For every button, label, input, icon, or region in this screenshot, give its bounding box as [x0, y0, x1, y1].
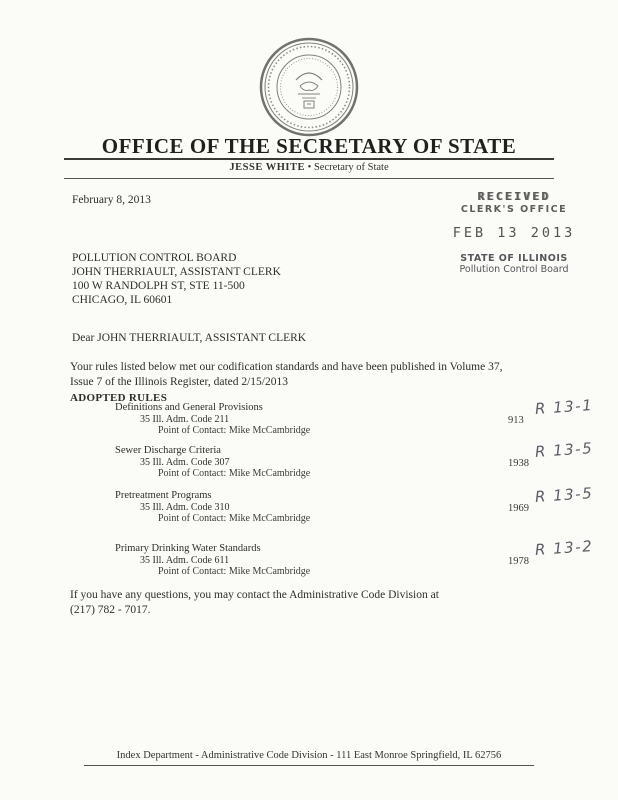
handwritten-docket-annotation: R 13-1 — [534, 395, 594, 419]
footer-address: Index Department - Administrative Code Division - 111 East Monroe Springfield, IL 62756 — [116, 750, 502, 761]
secretary-of-state-seal-icon — [258, 36, 360, 138]
recipient-line-3: 100 W RANDOLPH ST, STE 11-500 — [72, 280, 245, 292]
rule-row — [115, 536, 595, 578]
title-divider — [64, 158, 554, 160]
clerks-office-stamp-text: CLERK'S OFFICE — [460, 204, 568, 215]
handwritten-docket-annotation: R 13-5 — [534, 438, 594, 462]
received-stamp-block — [436, 190, 592, 275]
rule-code: 35 Ill. Adm. Code 310 — [140, 501, 230, 513]
rule-row — [115, 395, 595, 437]
rule-contact: Point of Contact: Mike McCambridge — [158, 425, 311, 436]
closing-phone: (217) 782 - 7017. — [70, 604, 151, 616]
rule-register-page: 1978 — [508, 556, 529, 567]
rule-title: Sewer Discharge Criteria — [115, 445, 221, 456]
rule-contact: Point of Contact: Mike McCambridge — [158, 468, 311, 479]
rule-contact: Point of Contact: Mike McCambridge — [158, 513, 311, 524]
state-of-illinois-stamp: STATE OF ILLINOIS — [460, 253, 568, 264]
secretary-name: JESSE WHITE — [229, 162, 306, 173]
handwritten-docket-annotation: R 13-5 — [534, 483, 594, 507]
letter-date: February 8, 2013 — [72, 194, 151, 206]
rule-contact: Point of Contact: Mike McCambridge — [158, 566, 311, 577]
closing-line-1: If you have any questions, you may contact the Administrative Code Division at — [70, 589, 439, 601]
closing-paragraph — [70, 588, 570, 618]
footer-divider — [84, 765, 534, 766]
body-line-1: Your rules listed below met our codification standards and have been published in Volume 37, — [70, 361, 503, 373]
rule-code: 35 Ill. Adm. Code 611 — [140, 554, 230, 566]
rule-register-page: 1969 — [508, 503, 529, 514]
rule-title: Definitions and General Provisions — [115, 402, 263, 413]
recipient-line-4: CHICAGO, IL 60601 — [72, 294, 173, 306]
letterhead-title: OFFICE OF THE SECRETARY OF STATE — [101, 134, 517, 158]
recipient-line-2: JOHN THERRIAULT, ASSISTANT CLERK — [72, 266, 281, 278]
salutation: Dear JOHN THERRIAULT, ASSISTANT CLERK — [72, 332, 307, 344]
recipient-address-block — [72, 251, 281, 307]
rule-register-page: 1938 — [508, 458, 529, 469]
rule-row — [115, 438, 595, 480]
handwritten-docket-annotation: R 13-2 — [534, 536, 594, 560]
recipient-line-1: POLLUTION CONTROL BOARD — [72, 252, 237, 264]
body-paragraph — [70, 360, 570, 390]
adopted-rules-heading: ADOPTED RULES — [70, 392, 168, 404]
rule-register-page: 913 — [508, 415, 524, 426]
pollution-control-board-stamp: Pollution Control Board — [459, 264, 569, 275]
body-line-2: Issue 7 of the Illinois Register, dated 2/15/2013 — [70, 376, 289, 388]
secretary-role: Secretary of State — [313, 162, 389, 173]
date-received-stamp: FEB 13 2013 — [452, 225, 576, 241]
received-stamp-text: RECEIVED — [477, 190, 551, 203]
subtitle-divider — [64, 178, 554, 179]
rule-code: 35 Ill. Adm. Code 211 — [140, 413, 230, 425]
rule-title: Pretreatment Programs — [115, 490, 212, 501]
letterhead-subtitle — [0, 162, 618, 173]
subtitle-bullet: • — [307, 162, 312, 173]
rule-code: 35 Ill. Adm. Code 307 — [140, 456, 230, 468]
rule-row — [115, 483, 595, 525]
rule-title: Primary Drinking Water Standards — [115, 543, 261, 554]
